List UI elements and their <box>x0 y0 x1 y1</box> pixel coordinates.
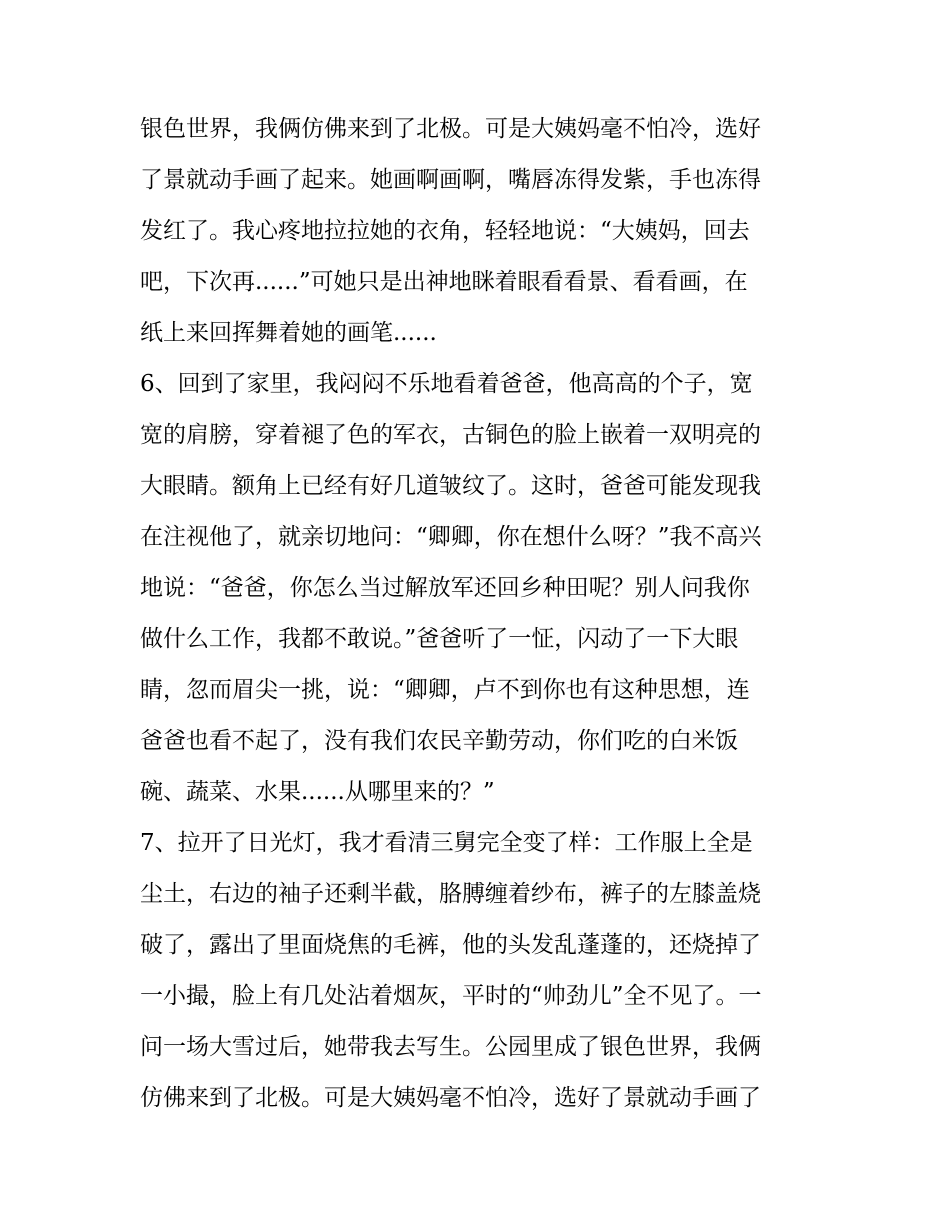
text-line-9: 在注视他了，就亲切地问：“卿卿，你在想什么呀？”我不高兴 <box>140 524 762 550</box>
text-line-4: 吧，下次再......”可她只是出神地眯着眼看看景、看看画，在 <box>140 269 748 295</box>
text-line-18: 一小撮，脸上有几处沾着烟灰，平时的“帅劲儿”全不见了。一 <box>140 983 762 1009</box>
text-line-20: 仿佛来到了北极。可是大姨妈毫不怕冷，选好了景就动手画了 <box>140 1085 761 1111</box>
text-line-17: 破了，露出了里面烧焦的毛裤，他的头发乱蓬蓬的，还烧掉了 <box>140 932 761 958</box>
text-line-5: 纸上来回挥舞着她的画笔...... <box>140 320 437 346</box>
text-line-11: 做什么工作，我都不敢说。”爸爸听了一怔，闪动了一下大眼 <box>140 626 739 652</box>
text-line-13: 爸爸也看不起了，没有我们农民辛勤劳动，你们吃的白米饭 <box>140 728 738 754</box>
text-line-7: 宽的肩膀，穿着褪了色的军衣，古铜色的脸上嵌着一双明亮的 <box>140 422 761 448</box>
text-line-3: 发红了。我心疼地拉拉她的衣角，轻轻地说：“大姨妈，回去 <box>140 218 750 244</box>
text-line-14: 碗、蔬菜、水果......从哪里来的？” <box>140 779 495 805</box>
text-line-8: 大眼睛。额角上已经有好几道皱纹了。这时，爸爸可能发现我 <box>140 473 761 499</box>
text-line-1: 银色世界，我俩仿佛来到了北极。可是大姨妈毫不怕冷，选好 <box>140 116 761 142</box>
text-line-10: 地说：“爸爸，你怎么当过解放军还回乡种田呢？别人问我你 <box>140 575 750 601</box>
text-line-2: 了景就动手画了起来。她画啊画啊，嘴唇冻得发紫，手也冻得 <box>140 167 761 193</box>
text-line-16: 尘土，右边的袖子还剩半截，胳膊缠着纱布，裤子的左膝盖烧 <box>140 881 761 907</box>
text-line-6: 6、回到了家里，我闷闷不乐地看着爸爸，他高高的个子，宽 <box>140 371 753 397</box>
text-line-19: 问一场大雪过后，她带我去写生。公园里成了银色世界，我俩 <box>140 1034 761 1060</box>
document-body <box>140 104 812 1124</box>
text-line-12: 睛，忽而眉尖一挑，说：“卿卿，卢不到你也有这种思想，连 <box>140 677 750 703</box>
text-line-15: 7、拉开了日光灯，我才看清三舅完全变了样：工作服上全是 <box>140 830 753 856</box>
